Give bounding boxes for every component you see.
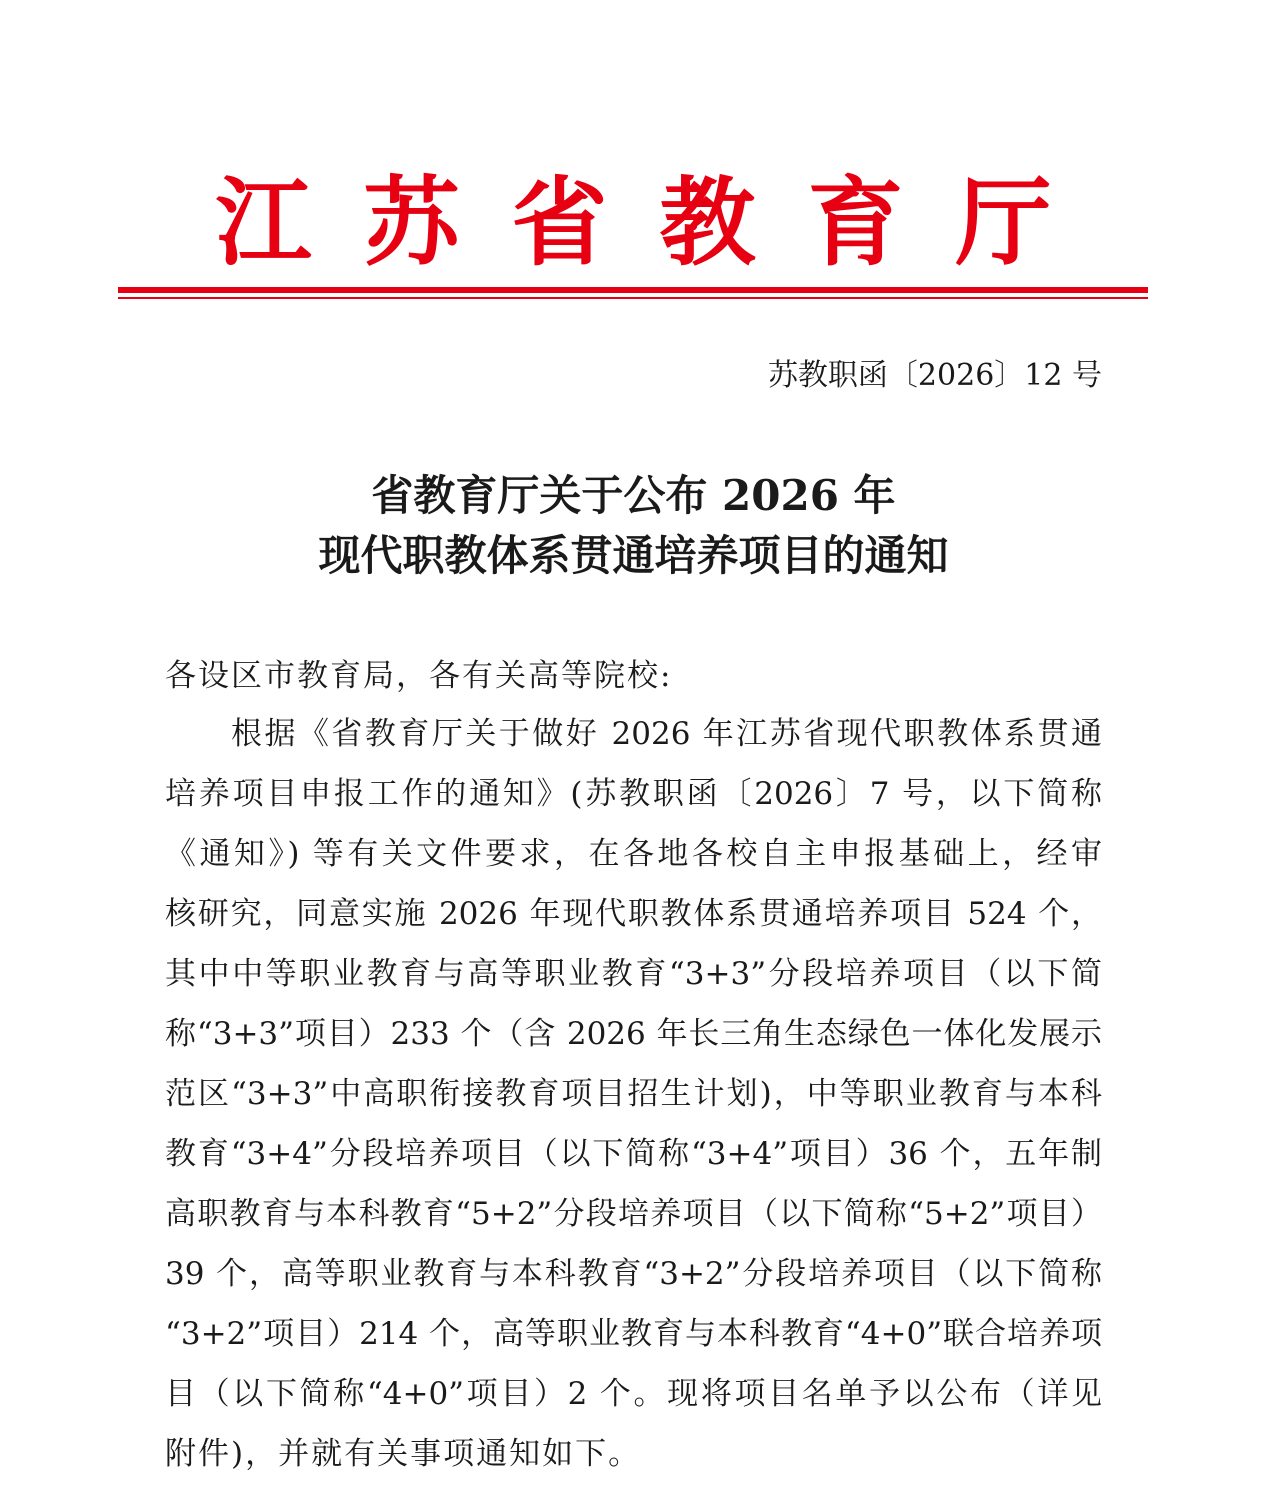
paragraph-line: 根据《省教育厅关于做好 2026 年江苏省现代职教体系贯通: [231, 716, 1102, 752]
paragraph-line: 其中中等职业教育与高等职业教育“3+3”分段培养项目（以下简: [165, 956, 1102, 992]
document-number: 苏教职函〔2026〕12 号: [767, 358, 1102, 393]
masthead-rule-thick: [118, 287, 1148, 293]
paragraph-line: 范区“3+3”中高职衔接教育项目招生计划)，中等职业教育与本科: [165, 1076, 1102, 1112]
paragraph-line: 目（以下简称“4+0”项目）2 个。现将项目名单予以公布（详见: [165, 1376, 1102, 1412]
document-title-line-1: 省教育厅关于公布 2026 年: [371, 471, 896, 520]
masthead-rule-thin: [118, 297, 1148, 299]
paragraph-line: “3+2”项目）214 个，高等职业教育与本科教育“4+0”联合培养项: [165, 1316, 1102, 1352]
body-paragraph: [165, 714, 1102, 1494]
document-title: [0, 466, 1267, 586]
paragraph-line: 《通知》) 等有关文件要求，在各地各校自主申报基础上，经审: [165, 836, 1102, 872]
paragraph-line: 称“3+3”项目）233 个（含 2026 年长三角生态绿色一体化发展示: [165, 1016, 1102, 1052]
paragraph-line: 培养项目申报工作的通知》(苏教职函〔2026〕7 号，以下简称: [165, 776, 1102, 812]
paragraph-line: 教育“3+4”分段培养项目（以下简称“3+4”项目）36 个，五年制: [165, 1136, 1102, 1172]
paragraph-line: 附件)，并就有关事项通知如下。: [165, 1436, 642, 1472]
issuer-masthead: 江苏省教育厅: [215, 166, 1104, 279]
paragraph-line: 核研究，同意实施 2026 年现代职教体系贯通培养项目 524 个，: [165, 896, 1102, 932]
salutation: 各设区市教育局，各有关高等院校:: [165, 658, 673, 694]
paragraph-line: 39 个，高等职业教育与本科教育“3+2”分段培养项目（以下简称: [165, 1256, 1102, 1292]
document-title-line-2: 现代职教体系贯通培养项目的通知: [318, 531, 949, 580]
paragraph-line: 高职教育与本科教育“5+2”分段培养项目（以下简称“5+2”项目）: [165, 1196, 1102, 1232]
